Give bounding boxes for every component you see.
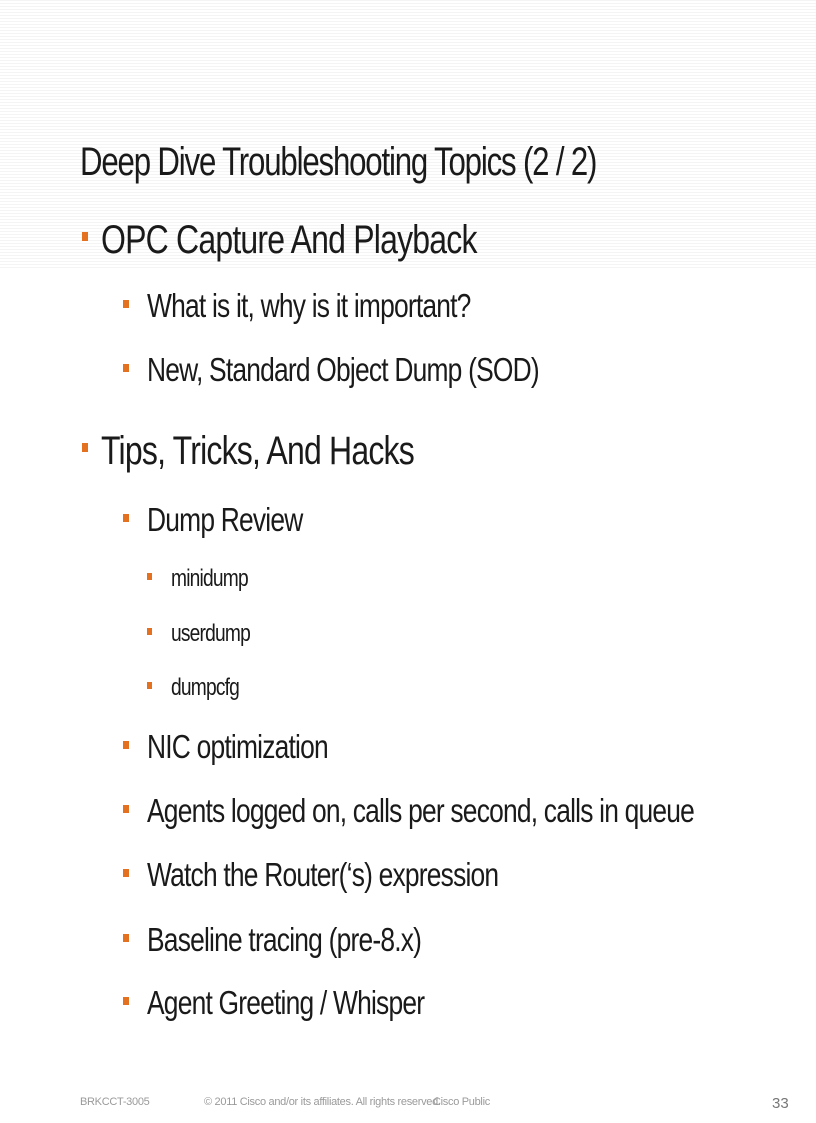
bullet-square-icon [123, 741, 129, 749]
bullet-text: OPC Capture And Playback [101, 218, 477, 262]
footer-session-id: BRKCCT-3005 [80, 1096, 150, 1108]
bullet-square-icon [147, 573, 152, 580]
bullet-square-icon [123, 364, 129, 372]
bullet-text: userdump [171, 620, 250, 647]
bullet-text: dumpcfg [171, 674, 240, 701]
bullet-text: Agent Greeting / Whisper [147, 984, 425, 1021]
footer-classification: Cisco Public [433, 1096, 490, 1108]
bullet-square-icon [82, 232, 88, 241]
bullet-square-icon [123, 805, 129, 813]
bullet-text: NIC optimization [147, 728, 328, 765]
page-number: 33 [772, 1095, 789, 1112]
bullet-text: Tips, Tricks, And Hacks [101, 429, 414, 473]
bullet-text: minidump [171, 565, 248, 592]
bullet-text: Watch the Router(‘s) expression [147, 856, 499, 893]
bullet-text: Agents logged on, calls per second, calls in queue [147, 792, 695, 829]
bullet-square-icon [147, 682, 152, 689]
bullet-square-icon [123, 934, 129, 942]
bullet-square-icon [147, 628, 152, 635]
bullet-square-icon [123, 997, 129, 1005]
bullet-text: Baseline tracing (pre-8.x) [147, 921, 422, 958]
bullet-text: New, Standard Object Dump (SOD) [147, 351, 539, 388]
bullet-square-icon [82, 443, 88, 452]
slide-title: Deep Dive Troubleshooting Topics (2 / 2) [80, 140, 597, 184]
bullet-text: What is it, why is it important? [147, 287, 471, 324]
bullet-square-icon [123, 514, 129, 522]
bullet-square-icon [123, 300, 129, 308]
bullet-square-icon [123, 869, 129, 877]
footer-copyright: © 2011 Cisco and/or its affiliates. All rights reserved. [204, 1096, 441, 1108]
bullet-text: Dump Review [147, 501, 303, 538]
